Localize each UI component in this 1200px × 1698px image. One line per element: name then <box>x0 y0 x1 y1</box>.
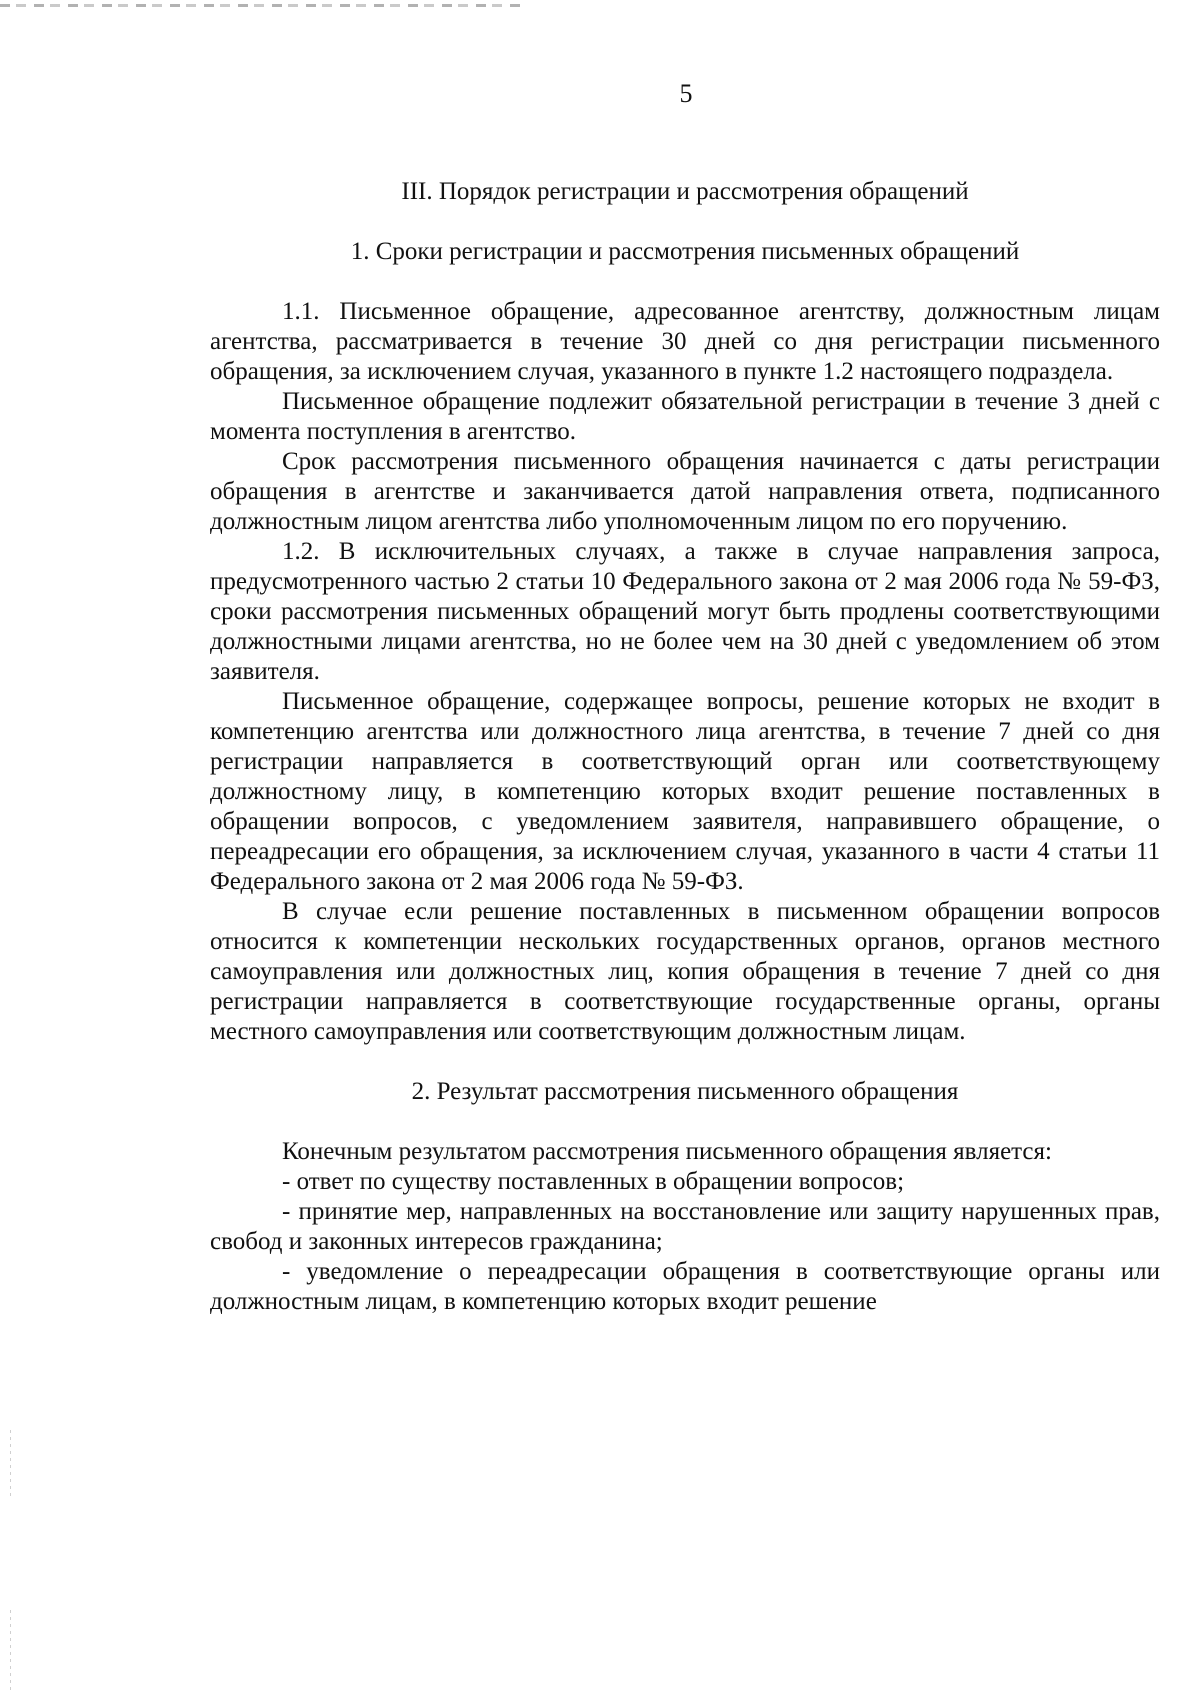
scan-artifact-top <box>0 4 520 7</box>
paragraph: Срок рассмотрения письменного обращения начинается с даты регистрации обращения в агентстве и заканчивается датой направления ответа, подписанного должностным лицом агентства либо уполномоченным лицом по его поручению. <box>210 448 1160 535</box>
spacing <box>210 267 1160 297</box>
paragraph: Конечным результатом рассмотрения письменного обращения является: <box>282 1138 1052 1165</box>
paragraph: Письменное обращение подлежит обязательной регистрации в течение 3 дней с момента поступления в агентство. <box>210 388 1160 445</box>
paragraph: 1.2. В исключительных случаях, а также в случае направления запроса, предусмотренного частью 2 статьи 10 Федерального закона от 2 мая 2006 года № 59-ФЗ, сроки рассмотрения письменных обращений могут быть продлены соответствующими должностными лицами агентства, но не более чем на 30 дней с уведомлением об этом заявителя. <box>210 538 1160 685</box>
paragraph: В случае если решение поставленных в письменном обращении вопросов относится к компетенции нескольких государственных органов, органов местного самоуправления или должностных лиц, копия обращения в течение 7 дней со дня регистрации направляется в соответствующие государственные органы, органы местного самоуправления или соответствующим должностным лицам. <box>210 898 1160 1045</box>
subsection-title-1: 1. Сроки регистрации и рассмотрения письменных обращений <box>350 238 1020 265</box>
list-item: - принятие мер, направленных на восстановление или защиту нарушенных прав, свобод и законных интересов гражданина; <box>210 1198 1160 1255</box>
document-content <box>210 177 1160 1317</box>
spacing <box>210 207 1160 237</box>
paragraph: Письменное обращение, содержащее вопросы, решение которых не входит в компетенцию агентства или должностного лица агентства, в течение 7 дней со дня регистрации направляется в соответствующий орган или соответствующему должностному лицу, в компетенцию которых входит решение поставленных в обращении вопросов, с уведомлением заявителя, направившего обращение, о переадресации его обращения, за исключением случая, указанного в части 4 статьи 11 Федерального закона от 2 мая 2006 года № 59-ФЗ. <box>210 688 1160 895</box>
paragraph: 1.1. Письменное обращение, адресованное агентству, должностным лицам агентства, рассматривается в течение 30 дней со дня регистрации письменного обращения, за исключением случая, указанного в пункте 1.2 настоящего подраздела. <box>210 298 1160 385</box>
scan-artifact-left-lower <box>10 1610 11 1690</box>
spacing <box>210 1047 1160 1077</box>
scan-artifact-left-upper <box>10 1430 11 1500</box>
list-item: - уведомление о переадресации обращения в соответствующие органы или должностным лицам, в компетенцию которых входит решение <box>210 1258 1160 1315</box>
page-number: 5 <box>679 79 693 108</box>
list-item: - ответ по существу поставленных в обращении вопросов; <box>282 1168 905 1195</box>
section-title: III. Порядок регистрации и рассмотрения обращений <box>401 178 969 205</box>
spacing <box>210 1107 1160 1137</box>
subsection-title-2: 2. Результат рассмотрения письменного обращения <box>411 1078 959 1105</box>
